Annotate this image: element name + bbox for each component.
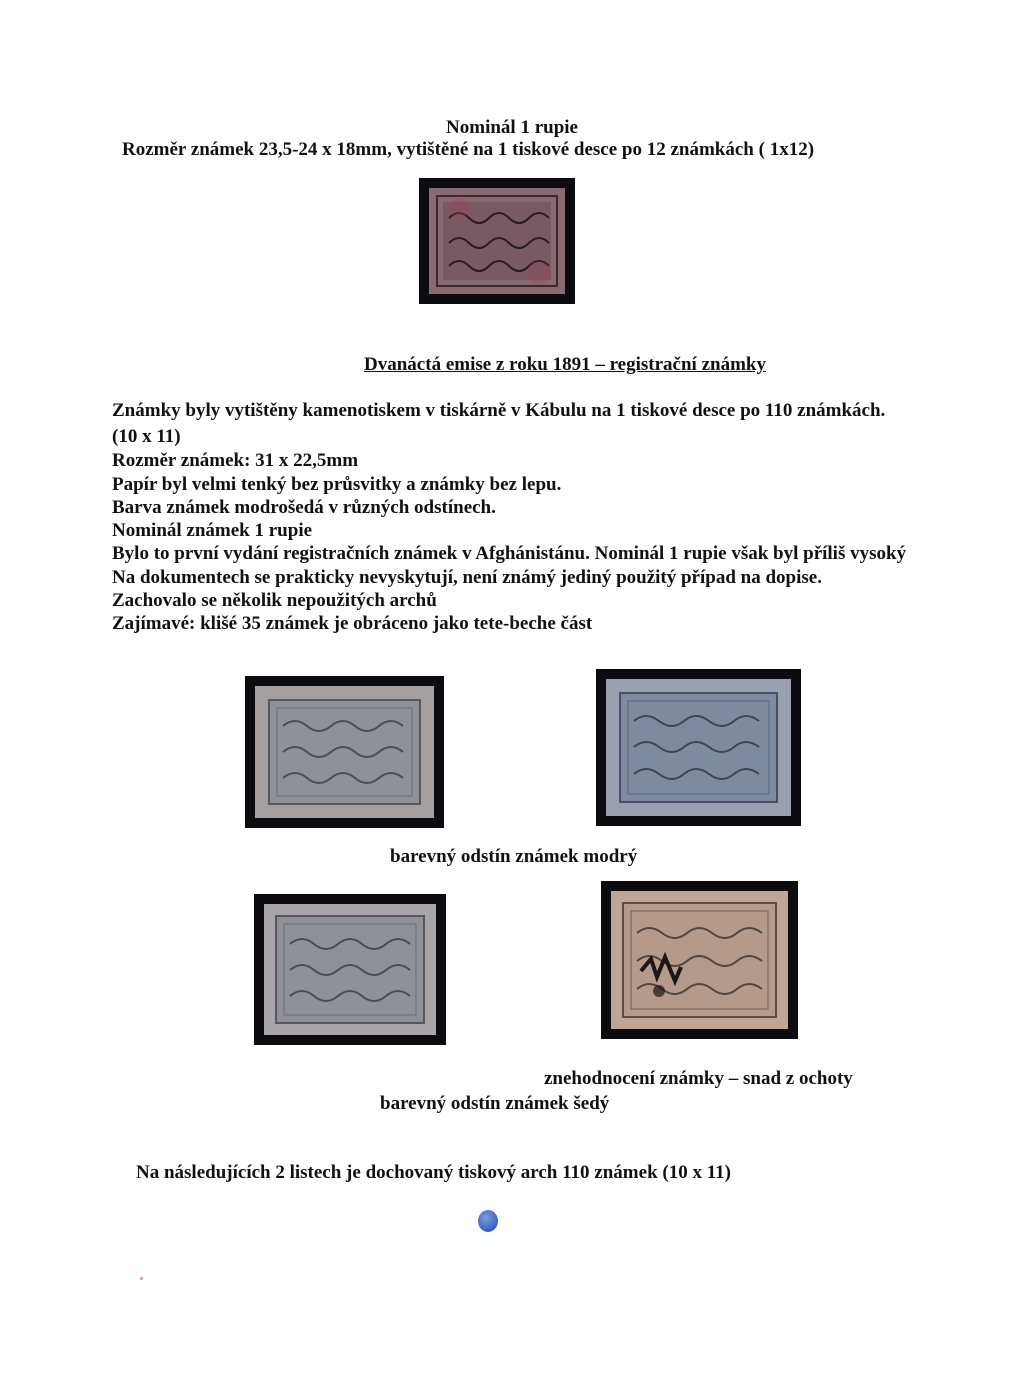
footer-note: Na následujících 2 listech je dochovaný tiskový arch 110 známek (10 x 11) bbox=[136, 1162, 731, 1183]
stamp-frame-blue-right bbox=[596, 669, 801, 826]
paper-speck bbox=[140, 1277, 143, 1280]
stamp-frame-grey-left bbox=[245, 676, 444, 828]
blue-dot-mark bbox=[478, 1210, 498, 1232]
section-line: (10 x 11) bbox=[112, 426, 181, 447]
stamp-image-cancelled bbox=[611, 891, 788, 1029]
stamp-size-line: Rozměr známek 23,5-24 x 18mm, vytištěné na 1 tiskové desce po 12 známkách ( 1x12) bbox=[122, 139, 815, 160]
section-line: Bylo to první vydání registračních známek v Afghánistánu. Nominál 1 rupie však byl příliš vysoký bbox=[112, 543, 907, 564]
caption-grey-shade: barevný odstín známek šedý bbox=[380, 1093, 610, 1114]
section-heading: Dvanáctá emise z roku 1891 – registrační známky bbox=[364, 354, 766, 375]
stamp-image-top bbox=[429, 188, 565, 294]
stamp-frame-top bbox=[419, 178, 575, 304]
section-line: Barva známek modrošedá v různých odstínech. bbox=[112, 497, 496, 518]
section-line: Zajímavé: klišé 35 známek je obráceno jako tete-beche část bbox=[112, 613, 593, 634]
section-line: Rozměr známek: 31 x 22,5mm bbox=[112, 450, 359, 471]
caption-blue-shade: barevný odstín známek modrý bbox=[390, 846, 638, 867]
nominal-line: Nominál 1 rupie bbox=[446, 117, 578, 138]
stamp-image-grey-2 bbox=[264, 904, 436, 1035]
section-line: Na dokumentech se prakticky nevyskytují, není známý jediný použitý případ na dopise. bbox=[112, 567, 822, 588]
section-line: Zachovalo se několik nepoužitých archů bbox=[112, 590, 437, 611]
stamp-frame-grey-left-2 bbox=[254, 894, 446, 1045]
section-line: Papír byl velmi tenký bez průsvitky a známky bez lepu. bbox=[112, 474, 562, 495]
section-line: Známky byly vytištěny kamenotiskem v tiskárně v Kábulu na 1 tiskové desce po 110 známkách. bbox=[112, 400, 886, 421]
caption-cancellation: znehodnocení známky – snad z ochoty bbox=[544, 1068, 853, 1089]
stamp-frame-cancelled-right bbox=[601, 881, 798, 1039]
stamp-image-grey bbox=[255, 686, 434, 818]
section-line: Nominál známek 1 rupie bbox=[112, 520, 313, 541]
stamp-image-blue bbox=[606, 679, 791, 816]
